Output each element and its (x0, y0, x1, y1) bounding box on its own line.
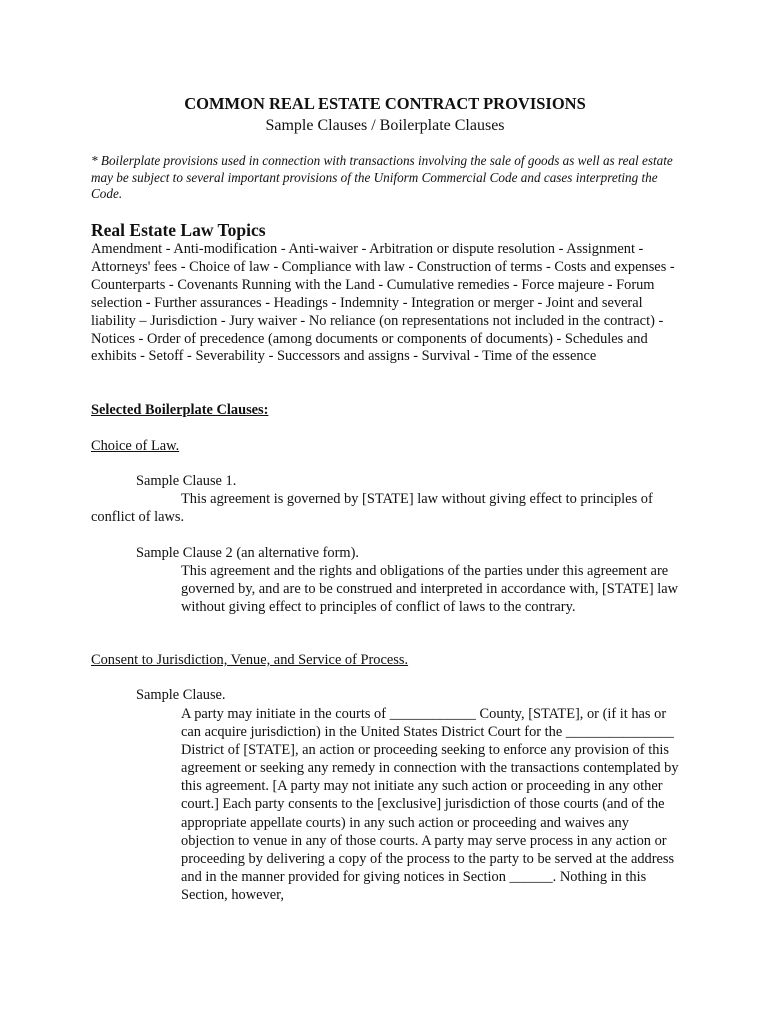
jurisdiction-clause-text: A party may initiate in the courts of ____________ County, [STATE], or (if it has or can acquire jurisdiction) in the United States District Court for the _______________ District of [STATE], an action or proceeding seeking to enforce any provision of this agreement or seeking any remedy in connection with the transactions contemplated by this agreement. [A party may not initiate any such action or proceeding in any other court.] Each party consents to the [exclusive] jurisdiction of those courts (and of the appropriate appellate courts) in any such action or proceeding and waives any objection to venue in any of those courts. A party may serve process in any action or proceeding by delivering a copy of the process to the party to be served at the address and in the manner provided for giving notices in Section ______. Nothing in this Section, however, (181, 706, 679, 903)
selected-clauses-heading: Selected Boilerplate Clauses: (91, 402, 269, 418)
choice-of-law-title: Choice of Law. (91, 438, 180, 454)
choice-of-law-clause1-text: This agreement is governed by [STATE] law without giving effect to principles of conflict of laws. (91, 491, 653, 526)
jurisdiction-title: Consent to Jurisdiction, Venue, and Service of Process. (91, 652, 409, 668)
topics-heading: Real Estate Law Topics (91, 220, 266, 240)
choice-of-law-clause1-label: Sample Clause 1. (136, 473, 237, 489)
ucc-note: * Boilerplate provisions used in connection with transactions involving the sale of goods as well as real estate may be subject to several important provisions of the Uniform Commercial Code and cases interpreting the Code. (91, 153, 673, 202)
document-subtitle: Sample Clauses / Boilerplate Clauses (265, 117, 505, 134)
choice-of-law-clause2-text: This agreement and the rights and obligations of the parties under this agreement are governed by, and are to be construed and interpreted in accordance with, [STATE] law without giving effect to principles of conflict of laws to the contrary. (181, 563, 678, 616)
jurisdiction-clause-label: Sample Clause. (136, 687, 226, 703)
topics-list: Amendment - Anti-modification - Anti-waiver - Arbitration or dispute resolution - Assignment - Attorneys' fees - Choice of law - Compliance with law - Construction of terms - Costs and expenses - Counterparts - Covenants Running with the Land - Cumulative remedies - Force majeure - Forum selection - Further assurances - Headings - Indemnity - Integration or merger - Joint and several liability – Jurisdiction - Jury waiver - No reliance (on representations not included in the contract) - Notices - Order of precedence (among documents or components of documents) - Schedules and exhibits - Setoff - Severability - Successors and assigns - Survival - Time of the essence (91, 241, 675, 365)
document-title: COMMON REAL ESTATE CONTRACT PROVISIONS (184, 94, 586, 113)
choice-of-law-clause2-label: Sample Clause 2 (an alternative form). (136, 545, 359, 561)
